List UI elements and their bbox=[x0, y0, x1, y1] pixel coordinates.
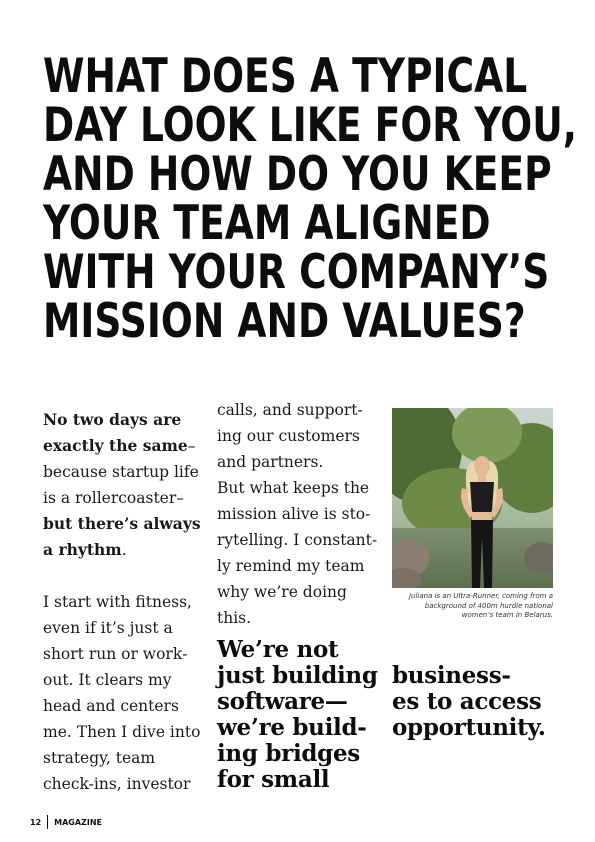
photo-caption: Juliana is an Ultra-Runner, coming from a background of 400m hurdle national women’s team in Belarus. bbox=[408, 592, 553, 619]
headline-line: YOUR TEAM ALIGNED bbox=[43, 196, 491, 251]
intro-bold-b: but there’s always a rhythm bbox=[43, 514, 201, 559]
continuation-paragraph: calls, and supporting our customers and partners. bbox=[217, 401, 363, 471]
pull-quote-line: just building bbox=[217, 662, 378, 689]
pull-quote-part-b bbox=[392, 663, 546, 741]
headline-line: WHAT DOES A TYPICAL bbox=[43, 49, 528, 104]
pull-quote-line: for small bbox=[217, 766, 330, 793]
pull-quote-line: es to access bbox=[392, 688, 542, 715]
pull-quote-line: we’re build- bbox=[217, 714, 367, 741]
page-footer bbox=[30, 815, 102, 829]
pull-quote-line: We’re not bbox=[217, 636, 339, 663]
headline-line: AND HOW DO YOU KEEP bbox=[43, 147, 552, 202]
pull-quote-line: opportunity. bbox=[392, 714, 546, 741]
intro-bold-a: No two days are exactly the same bbox=[43, 410, 188, 455]
footer-divider bbox=[47, 815, 48, 829]
headline-line: MISSION AND VALUES? bbox=[43, 294, 526, 349]
pull-quote-line: software— bbox=[217, 688, 348, 715]
intro-text-a: – because startup life is a rollercoaster– bbox=[43, 437, 199, 507]
storytelling-paragraph: But what keeps the mission alive is storytelling. I constantly remind my team why we’re doing this. bbox=[217, 479, 378, 627]
intro-paragraph bbox=[43, 407, 208, 563]
section-label: MAGAZINE bbox=[54, 817, 102, 827]
page-number: 12 bbox=[30, 817, 42, 827]
headline-line: WITH YOUR COMPANY’S bbox=[43, 245, 550, 300]
intro-text-b: . bbox=[121, 541, 127, 559]
portrait-photo bbox=[392, 408, 553, 588]
portrait-photo-illustration bbox=[392, 408, 553, 588]
body-column-1 bbox=[43, 407, 208, 797]
pull-quote-line: ing bridges bbox=[217, 740, 360, 767]
headline-line: DAY LOOK LIKE FOR YOU, bbox=[43, 98, 578, 153]
body-column-2 bbox=[217, 397, 382, 631]
pull-quote-part-a bbox=[217, 637, 378, 793]
headline bbox=[43, 49, 578, 349]
pull-quote-line: business- bbox=[392, 662, 511, 689]
fitness-paragraph: I start with fitness, even if it’s just a short run or workout. It clears my head and centers me. Then I dive into strategy, team check-ins, investor bbox=[43, 593, 201, 793]
